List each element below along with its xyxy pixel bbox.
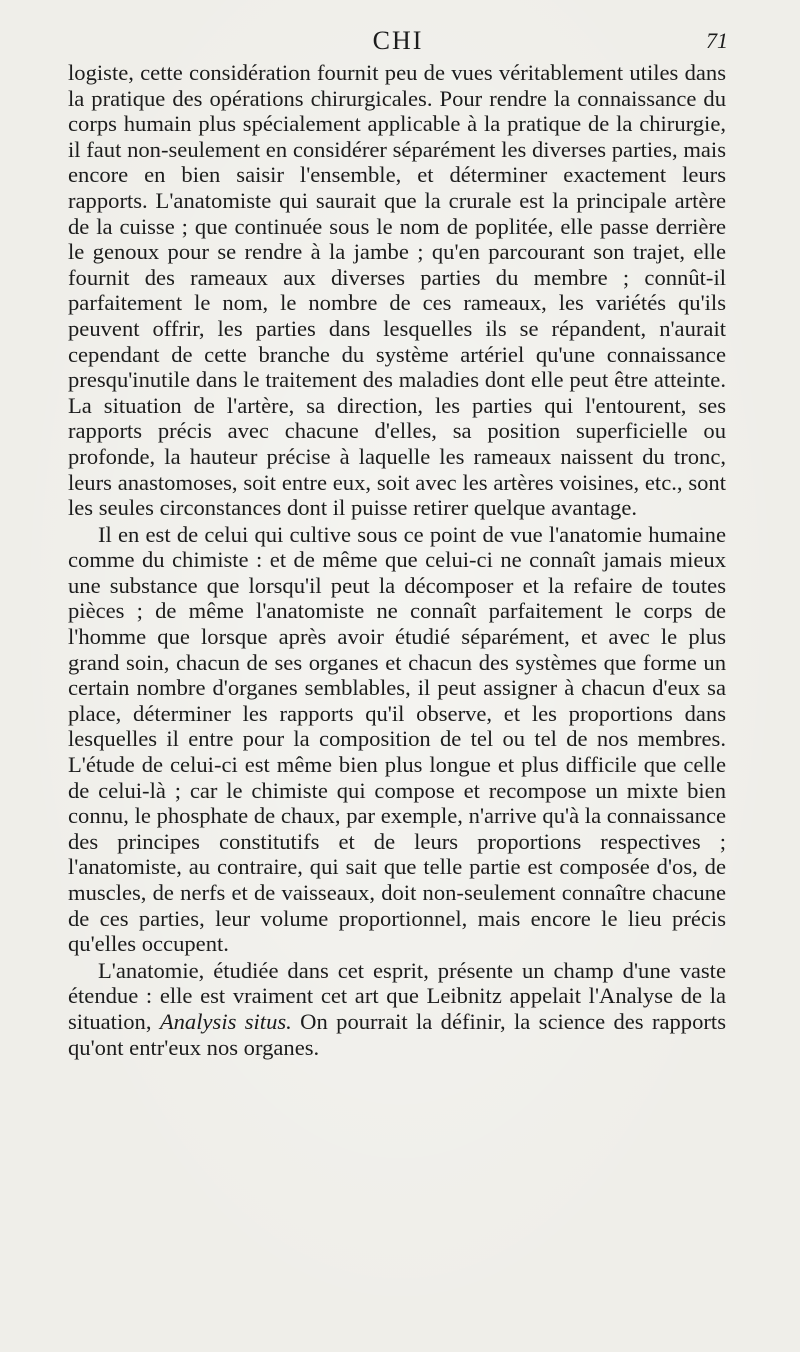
paragraph-3	[68, 958, 726, 1060]
paragraph-3-text-before: L'anatomie, étudiée dans cet esprit, présente un champ d'une vaste étendue : elle est vraiment cet art que Leibnitz appelait l'Analyse de la situation,	[68, 957, 726, 1034]
paragraph-1: logiste, cette considération fournit peu de vues véritablement utiles dans la pratique des opérations chirurgicales. Pour rendre la connaissance du corps humain plus spécialement applicable à la pratique de la chirurgie, il faut non-seulement en considérer séparément les diverses parties, mais encore en bien saisir l'ensemble, et déterminer exactement leurs rapports. L'anatomiste qui saurait que la crurale est la principale artère de la cuisse ; que continuée sous le nom de poplitée, elle passe derrière le genoux pour se rendre à la jambe ; qu'en parcourant son trajet, elle fournit des rameaux aux diverses parties du membre ; connût-il parfaitement le nom, le nombre de ces rameaux, les variétés qu'ils peuvent offrir, les parties dans lesquelles ils se répandent, n'aurait cependant de cette branche du système artériel qu'une connaissance presqu'inutile dans le traitement des maladies dont elle peut être atteinte. La situation de l'artère, sa direction, les parties qui l'entourent, ses rapports précis avec chacune d'elles, sa position superficielle ou profonde, la hauteur précise à laquelle les rameaux naissent du tronc, leurs anastomoses, soit entre eux, soit avec les artères voisines, etc., sont les seules circonstances dont il puisse retirer quelque avantage.	[68, 60, 726, 521]
page-number: 71	[706, 28, 728, 53]
running-head: CHI	[372, 26, 424, 55]
paragraph-3-italic: Analysis situs.	[159, 1008, 292, 1034]
body-text	[68, 60, 726, 1060]
paragraph-3-text-after: On pourrait la définir, la science des rapports qu'ont entr'eux nos organes.	[68, 1008, 726, 1060]
page-header	[68, 26, 728, 60]
paragraph-2: Il en est de celui qui cultive sous ce point de vue l'anatomie humaine comme du chimiste : et de même que celui-ci ne connaît jamais mieux une substance que lorsqu'il peut la décomposer et la refaire de toutes pièces ; de même l'anatomiste ne connaît parfaitement le corps de l'homme que lorsque après avoir étudié séparément, et avec le plus grand soin, chacun de ses organes et chacun des systèmes que forme un certain nombre d'organes semblables, il peut assigner à chacun d'eux sa place, déterminer les rapports qu'il observe, et les proportions dans lesquelles il entre pour la composition de tel ou tel de nos membres. L'étude de celui-ci est même bien plus longue et plus difficile que celle de celui-là ; car le chimiste qui compose et recompose un mixte bien connu, le phosphate de chaux, par exemple, n'arrive qu'à la connaissance des principes constitutifs et de leurs proportions respectives ; l'anatomiste, au contraire, qui sait que telle partie est composée d'os, de muscles, de nerfs et de vaisseaux, doit non-seulement connaître chacune de ces parties, leur volume proportionnel, mais encore le lieu précis qu'elles occupent.	[68, 521, 726, 957]
